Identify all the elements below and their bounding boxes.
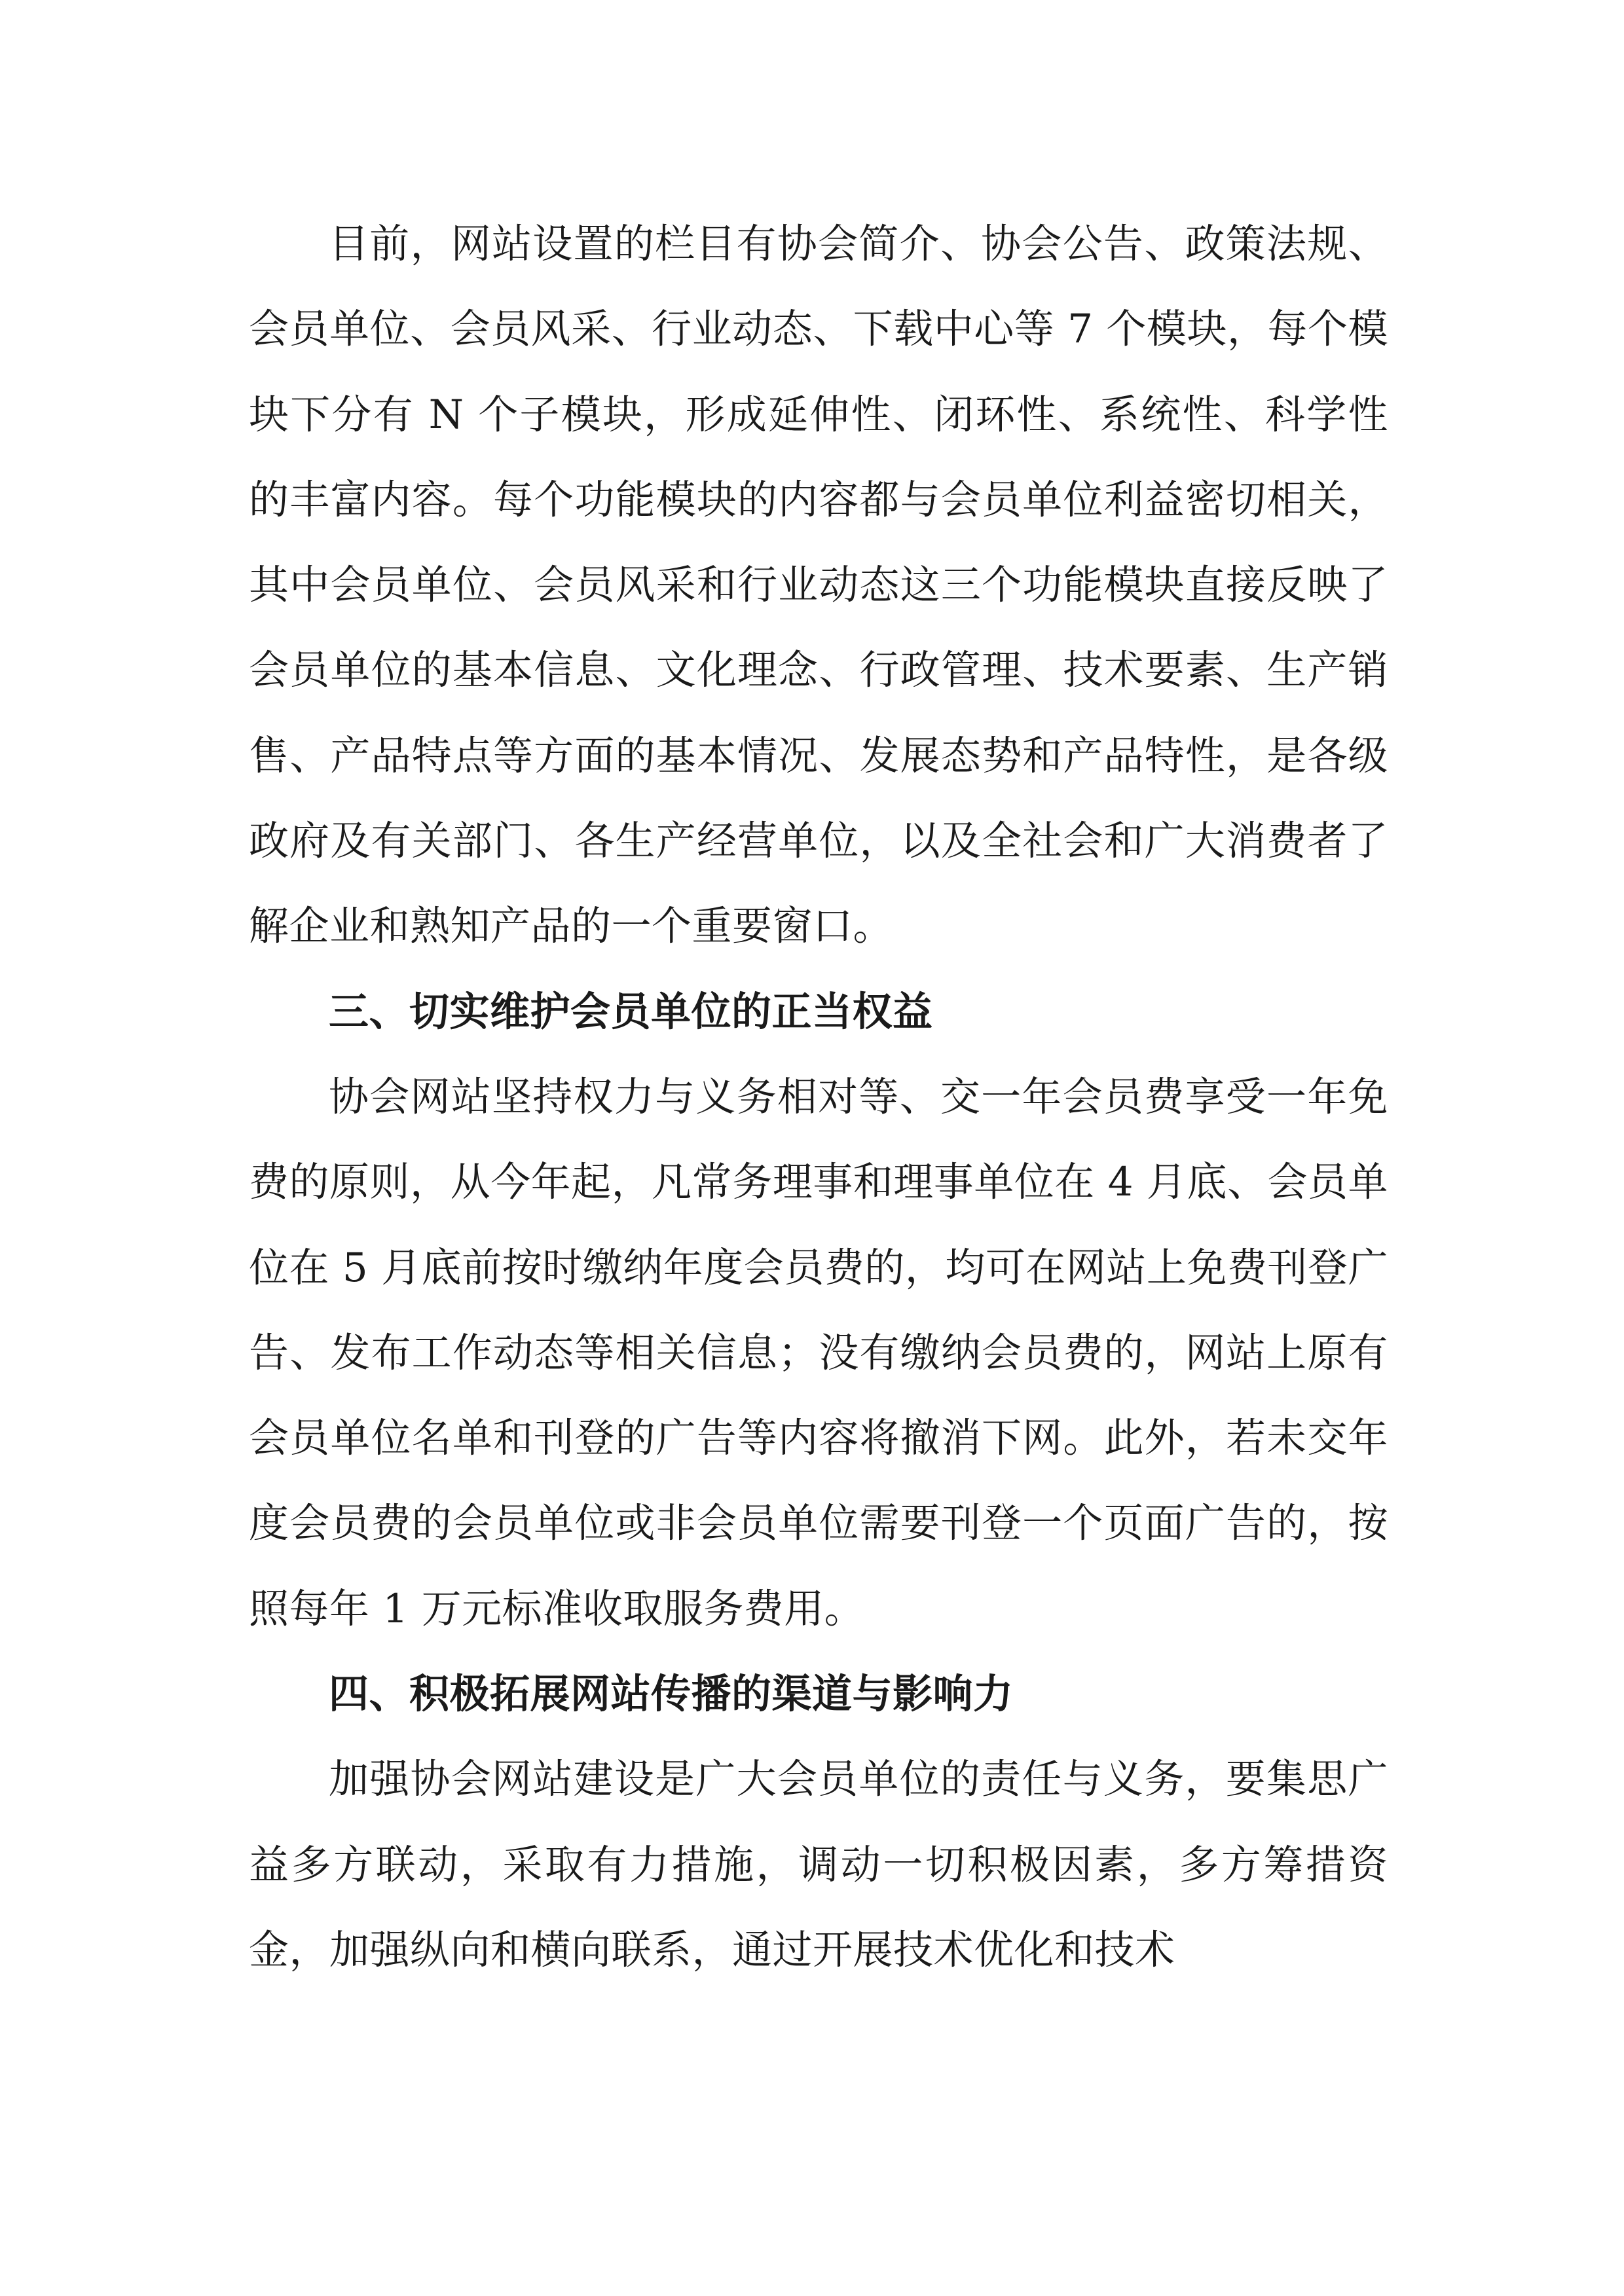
section-heading-website-influence: 四、积极拓展网站传播的渠道与影响力 [329,1671,1014,1718]
document-body [249,202,1388,1993]
paragraph-member-fees: 协会网站坚持权力与义务相对等、交一年会员费享受一年免费的原则，从今年起，凡常务理事和理事单位在 4 月底、会员单位在 5 月底前按时缴纳年度会员费的，均可在网站上免费刊登广告、发布工作动态等相关信息；没有缴纳会员费的，网站上原有会员单位名单和刊登的广告等内容将撤消下网。此外，若未交年度会员费的会员单位或非会员单位需要刊登一个页面广告的，按照每年 1 万元标准收取服务费用。 [249,1073,1388,1632]
section-heading-member-rights: 三、切实维护会员单位的正当权益 [329,988,933,1035]
paragraph-website-modules: 目前，网站设置的栏目有协会简介、协会公告、政策法规、会员单位、会员风采、行业动态、下载中心等 7 个模块，每个模块下分有 N 个子模块，形成延伸性、闭环性、系统性、科学性的丰富内容。每个功能模块的内容都与会员单位利益密切相关，其中会员单位、会员风采和行业动态这三个功能模块直接反映了会员单位的基本信息、文化理念、行政管理、技术要素、生产销售、产品特点等方面的基本情况、发展态势和产品特性，是各级政府及有关部门、各生产经营单位，以及全社会和广大消费者了解企业和熟知产品的一个重要窗口。 [249,221,1388,950]
paragraph-website-construction: 加强协会网站建设是广大会员单位的责任与义务，要集思广益多方联动，采取有力措施，调动一切积极因素，多方筹措资金，加强纵向和横向联系，通过开展技术优化和技术 [249,1756,1388,1973]
